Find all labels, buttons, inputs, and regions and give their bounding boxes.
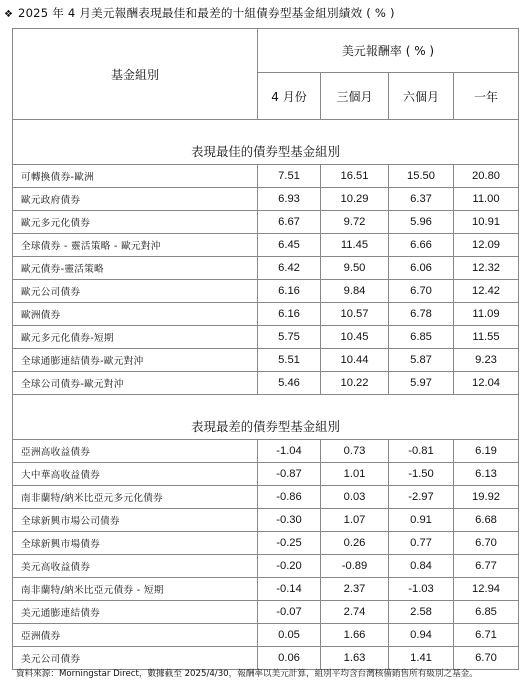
return-value: -0.30 <box>258 509 321 532</box>
return-value: 6.13 <box>454 463 519 486</box>
return-value: 12.09 <box>454 234 519 257</box>
fund-group-name: 亞洲高收益債券 <box>13 440 258 463</box>
return-value: 0.05 <box>258 624 321 647</box>
fund-group-name: 美元高收益債券 <box>13 555 258 578</box>
return-value: 6.19 <box>454 440 519 463</box>
header-fund-group: 基金組別 <box>13 29 258 120</box>
return-value: -0.89 <box>321 555 389 578</box>
return-value: 6.93 <box>258 188 321 211</box>
return-value: 12.04 <box>454 372 519 395</box>
return-value: 1.66 <box>321 624 389 647</box>
return-value: 12.32 <box>454 257 519 280</box>
return-value: 6.77 <box>454 555 519 578</box>
return-value: 5.87 <box>389 349 454 372</box>
section-title: 表現最差的債券型基金組別 <box>13 395 519 440</box>
return-value: 0.06 <box>258 647 321 670</box>
return-value: 2.74 <box>321 601 389 624</box>
table-row <box>13 234 519 257</box>
return-value: 10.91 <box>454 211 519 234</box>
return-value: 6.37 <box>389 188 454 211</box>
table-row <box>13 303 519 326</box>
fund-group-name: 南非蘭特/納米比亞元債券 - 短期 <box>13 578 258 601</box>
table-row <box>13 280 519 303</box>
table-row <box>13 509 519 532</box>
return-value: 6.42 <box>258 257 321 280</box>
fund-group-name: 全球公司債券-歐元對沖 <box>13 372 258 395</box>
fund-group-name: 南非蘭特/納米比亞元多元化債券 <box>13 486 258 509</box>
return-value: -2.97 <box>389 486 454 509</box>
return-value: 11.00 <box>454 188 519 211</box>
table-row <box>13 578 519 601</box>
table-row <box>13 463 519 486</box>
return-value: 0.77 <box>389 532 454 555</box>
return-value: 6.85 <box>454 601 519 624</box>
return-value: -0.07 <box>258 601 321 624</box>
fund-group-name: 歐元政府債券 <box>13 188 258 211</box>
return-value: 2.58 <box>389 601 454 624</box>
return-value: 15.50 <box>389 165 454 188</box>
header-period-1y: 一年 <box>454 73 519 120</box>
table-row <box>13 188 519 211</box>
source-footnote: 資料來源：Morningstar Direct，數據截至 2025/4/30，報酬率以美元計算，組別平均含台灣核備銷售所有級別之基金。 <box>16 669 478 679</box>
return-value: 6.67 <box>258 211 321 234</box>
fund-group-name: 全球債券 - 靈活策略 - 歐元對沖 <box>13 234 258 257</box>
return-value: 12.42 <box>454 280 519 303</box>
table-row <box>13 372 519 395</box>
return-value: -0.25 <box>258 532 321 555</box>
return-value: 0.84 <box>389 555 454 578</box>
title-text: 2025 年 4 月美元報酬表現最佳和最差的十組債券型基金組別績效 ( % ) <box>18 6 395 20</box>
return-value: 5.51 <box>258 349 321 372</box>
table-row <box>13 624 519 647</box>
table-row <box>13 165 519 188</box>
fund-group-name: 美元通膨連結債券 <box>13 601 258 624</box>
return-value: 6.85 <box>389 326 454 349</box>
return-value: 11.45 <box>321 234 389 257</box>
fund-group-name: 全球通膨連結債券-歐元對沖 <box>13 349 258 372</box>
return-value: 6.68 <box>454 509 519 532</box>
return-value: 0.94 <box>389 624 454 647</box>
fund-group-name: 歐元多元化債券-短期 <box>13 326 258 349</box>
return-value: 2.37 <box>321 578 389 601</box>
return-value: 0.03 <box>321 486 389 509</box>
table-row <box>13 555 519 578</box>
return-value: -0.20 <box>258 555 321 578</box>
header-period-april: 4 月份 <box>258 73 321 120</box>
table-row <box>13 532 519 555</box>
return-value: 9.23 <box>454 349 519 372</box>
fund-group-name: 亞洲債券 <box>13 624 258 647</box>
fund-performance-table <box>12 28 519 670</box>
fund-group-name: 大中華高收益債券 <box>13 463 258 486</box>
return-value: 6.16 <box>258 280 321 303</box>
return-value: 6.78 <box>389 303 454 326</box>
return-value: -0.14 <box>258 578 321 601</box>
return-value: 6.71 <box>454 624 519 647</box>
diamond-bullet-icon: ❖ <box>4 9 14 20</box>
return-value: 12.94 <box>454 578 519 601</box>
return-value: 11.09 <box>454 303 519 326</box>
table-row <box>13 257 519 280</box>
return-value: -1.50 <box>389 463 454 486</box>
return-value: 0.26 <box>321 532 389 555</box>
return-value: 10.44 <box>321 349 389 372</box>
return-value: 0.91 <box>389 509 454 532</box>
return-value: 6.70 <box>454 647 519 670</box>
return-value: -0.86 <box>258 486 321 509</box>
header-period-3m: 三個月 <box>321 73 389 120</box>
return-value: 16.51 <box>321 165 389 188</box>
return-value: 10.29 <box>321 188 389 211</box>
return-value: 5.46 <box>258 372 321 395</box>
fund-group-name: 可轉換債券-歐洲 <box>13 165 258 188</box>
return-value: 1.07 <box>321 509 389 532</box>
table-row <box>13 486 519 509</box>
return-value: 1.01 <box>321 463 389 486</box>
table-row <box>13 601 519 624</box>
return-value: 6.06 <box>389 257 454 280</box>
return-value: 6.70 <box>389 280 454 303</box>
return-value: -1.03 <box>389 578 454 601</box>
header-usd-return: 美元報酬率 ( % ) <box>258 29 519 73</box>
fund-group-name: 歐元多元化債券 <box>13 211 258 234</box>
fund-group-name: 歐元公司債券 <box>13 280 258 303</box>
fund-group-name: 全球新興市場債券 <box>13 532 258 555</box>
section-row <box>13 120 519 165</box>
return-value: 0.73 <box>321 440 389 463</box>
return-value: -1.04 <box>258 440 321 463</box>
fund-group-name: 歐元債券-靈活策略 <box>13 257 258 280</box>
return-value: 9.72 <box>321 211 389 234</box>
return-value: 6.16 <box>258 303 321 326</box>
table-row <box>13 349 519 372</box>
header-period-6m: 六個月 <box>389 73 454 120</box>
table-body <box>13 120 519 670</box>
return-value: 10.57 <box>321 303 389 326</box>
return-value: 1.63 <box>321 647 389 670</box>
table-row <box>13 211 519 234</box>
return-value: 5.75 <box>258 326 321 349</box>
return-value: 11.55 <box>454 326 519 349</box>
return-value: 5.96 <box>389 211 454 234</box>
return-value: 7.51 <box>258 165 321 188</box>
return-value: 6.45 <box>258 234 321 257</box>
return-value: 6.66 <box>389 234 454 257</box>
return-value: 1.41 <box>389 647 454 670</box>
return-value: 10.45 <box>321 326 389 349</box>
fund-group-name: 全球新興市場公司債券 <box>13 509 258 532</box>
return-value: 6.70 <box>454 532 519 555</box>
return-value: 20.80 <box>454 165 519 188</box>
fund-group-name: 歐洲債券 <box>13 303 258 326</box>
return-value: 10.22 <box>321 372 389 395</box>
section-row <box>13 395 519 440</box>
page-title <box>4 5 395 21</box>
return-value: -0.81 <box>389 440 454 463</box>
fund-group-name: 美元公司債券 <box>13 647 258 670</box>
return-value: 5.97 <box>389 372 454 395</box>
return-value: 9.84 <box>321 280 389 303</box>
return-value: -0.87 <box>258 463 321 486</box>
return-value: 9.50 <box>321 257 389 280</box>
table-row <box>13 326 519 349</box>
table-row <box>13 440 519 463</box>
section-title: 表現最佳的債券型基金組別 <box>13 120 519 165</box>
return-value: 19.92 <box>454 486 519 509</box>
